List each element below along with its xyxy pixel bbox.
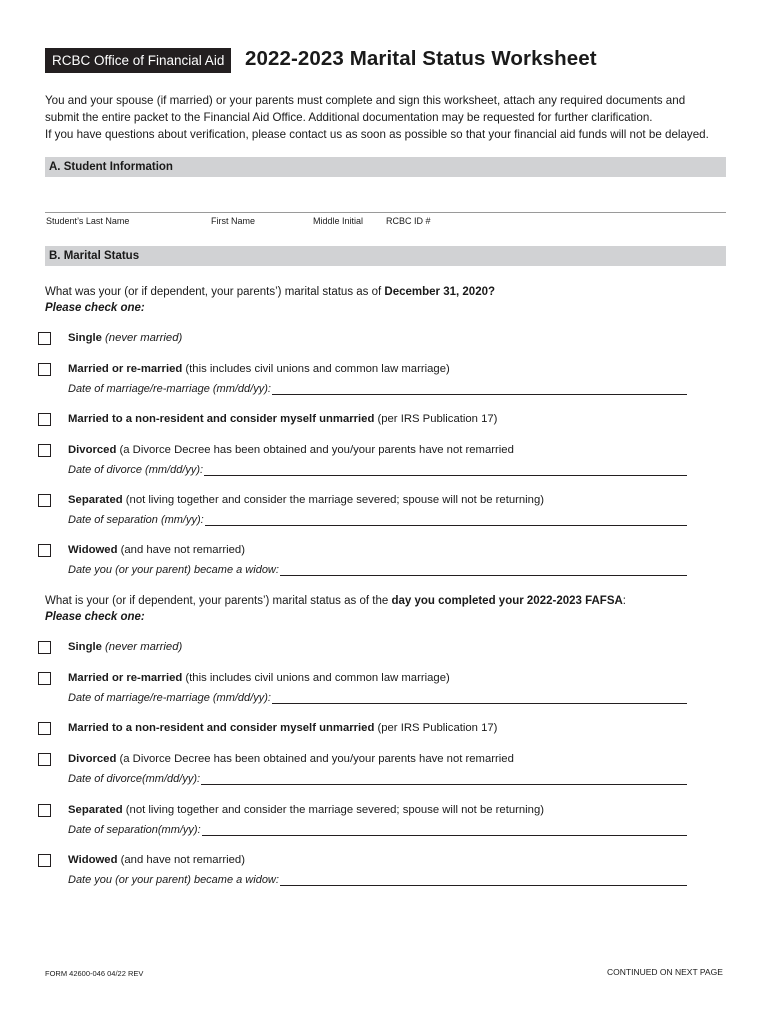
section-b-header: B. Marital Status	[45, 246, 726, 266]
date-field-label: Date of separation (mm/yy):	[68, 514, 204, 526]
date-field	[68, 464, 687, 476]
question-1-text	[45, 284, 495, 300]
option-description: (not living together and consider the marriage severed; spouse will not be returning)	[125, 804, 544, 816]
option-text	[68, 854, 245, 866]
date-field	[68, 692, 687, 704]
intro-paragraph	[45, 92, 735, 143]
option-text	[68, 672, 450, 684]
checkbox[interactable]	[38, 363, 51, 376]
date-field	[68, 514, 687, 526]
option-description: (and have not remarried)	[120, 854, 245, 866]
date-field	[68, 874, 687, 886]
option-label: Single	[68, 641, 102, 653]
option-text	[68, 804, 544, 816]
date-input-line[interactable]	[205, 516, 687, 526]
form-title: 2022-2023 Marital Status Worksheet	[245, 47, 597, 70]
option-label: Divorced	[68, 444, 117, 456]
option-label: Married or re-married	[68, 363, 183, 375]
option-label: Single	[68, 332, 102, 344]
office-badge: RCBC Office of Financial Aid	[45, 48, 231, 73]
option-label: Widowed	[68, 854, 118, 866]
date-input-line[interactable]	[201, 775, 687, 785]
intro-line: You and your spouse (if married) or your parents must complete and sign this worksheet, attach any required documents and	[45, 94, 686, 107]
checkbox[interactable]	[38, 444, 51, 457]
date-input-line[interactable]	[202, 826, 687, 836]
middle-initial-label: Middle Initial	[313, 216, 364, 226]
date-field-label: Date you (or your parent) became a widow:	[68, 874, 279, 886]
question-2-date: day you completed your 2022-2023 FAFSA	[391, 595, 623, 607]
option-text	[68, 413, 497, 425]
section-a-header: A. Student Information	[45, 157, 726, 177]
option-description: (per IRS Publication 17)	[377, 722, 498, 734]
option-text	[68, 544, 245, 556]
date-field	[68, 824, 687, 836]
option-text	[68, 444, 514, 456]
option-label: Married to a non-resident and consider myself unmarried	[68, 413, 375, 425]
date-field	[68, 564, 687, 576]
option-label: Divorced	[68, 753, 117, 765]
date-field	[68, 383, 687, 395]
option-label: Married or re-married	[68, 672, 183, 684]
option-description: (this includes civil unions and common law marriage)	[185, 363, 450, 375]
date-input-line[interactable]	[280, 876, 687, 886]
last-name-label: Student’s Last Name	[46, 216, 130, 226]
checkbox[interactable]	[38, 672, 51, 685]
checkbox[interactable]	[38, 544, 51, 557]
date-field-label: Date of divorce(mm/dd/yy):	[68, 773, 201, 785]
option-description: (never married)	[105, 332, 183, 344]
form-number: FORM 42600-046 04/22 REV	[45, 969, 144, 978]
option-label: Separated	[68, 494, 123, 506]
first-name-label: First Name	[211, 216, 256, 226]
date-field-label: Date you (or your parent) became a widow:	[68, 564, 279, 576]
question-1-date: December 31, 2020?	[384, 286, 496, 298]
checkbox[interactable]	[38, 332, 51, 345]
date-field-label: Date of marriage/re-marriage (mm/dd/yy):	[68, 383, 271, 395]
checkbox[interactable]	[38, 494, 51, 507]
checkbox[interactable]	[38, 413, 51, 426]
student-info-input-line[interactable]	[45, 212, 726, 213]
question-1-text-pre: What was your (or if dependent, your parents’) marital status as of	[45, 286, 385, 298]
option-text	[68, 722, 497, 734]
continued-note: CONTINUED ON NEXT PAGE	[607, 967, 723, 977]
option-description: (this includes civil unions and common law marriage)	[185, 672, 450, 684]
intro-line: submit the entire packet to the Financial Aid Office. Additional documentation may be requested for further clarification.	[45, 111, 653, 124]
option-description: (a Divorce Decree has been obtained and you/your parents have not remarried	[119, 444, 514, 456]
option-description: (and have not remarried)	[120, 544, 245, 556]
option-text	[68, 332, 182, 344]
option-description: (a Divorce Decree has been obtained and you/your parents have not remarried	[119, 753, 514, 765]
question-1	[45, 284, 495, 316]
date-field-label: Date of divorce (mm/dd/yy):	[68, 464, 204, 476]
date-field	[68, 773, 687, 785]
option-label: Married to a non-resident and consider myself unmarried	[68, 722, 375, 734]
checkbox[interactable]	[38, 722, 51, 735]
question-1-instruction: Please check one:	[45, 302, 145, 314]
date-input-line[interactable]	[272, 385, 687, 395]
question-2-instruction: Please check one:	[45, 611, 145, 623]
option-description: (never married)	[105, 641, 183, 653]
date-input-line[interactable]	[280, 566, 687, 576]
option-label: Widowed	[68, 544, 118, 556]
option-text	[68, 363, 450, 375]
option-text	[68, 641, 182, 653]
checkbox[interactable]	[38, 753, 51, 766]
option-text	[68, 494, 544, 506]
option-description: (not living together and consider the marriage severed; spouse will not be returning)	[125, 494, 544, 506]
checkbox[interactable]	[38, 854, 51, 867]
option-description: (per IRS Publication 17)	[377, 413, 498, 425]
question-2-text-pre: What is your (or if dependent, your parents’) marital status as of the	[45, 595, 392, 607]
question-2-text-post: :	[622, 595, 626, 607]
checkbox[interactable]	[38, 804, 51, 817]
option-label: Separated	[68, 804, 123, 816]
option-text	[68, 753, 514, 765]
checkbox[interactable]	[38, 641, 51, 654]
date-input-line[interactable]	[272, 694, 687, 704]
question-2-text	[45, 593, 626, 609]
rcbc-id-label: RCBC ID #	[386, 216, 431, 226]
date-field-label: Date of separation(mm/yy):	[68, 824, 201, 836]
question-2	[45, 593, 626, 625]
date-field-label: Date of marriage/re-marriage (mm/dd/yy):	[68, 692, 271, 704]
date-input-line[interactable]	[204, 466, 687, 476]
intro-line: If you have questions about verification, please contact us as soon as possible so that your financial aid funds will not be delayed.	[45, 128, 709, 141]
